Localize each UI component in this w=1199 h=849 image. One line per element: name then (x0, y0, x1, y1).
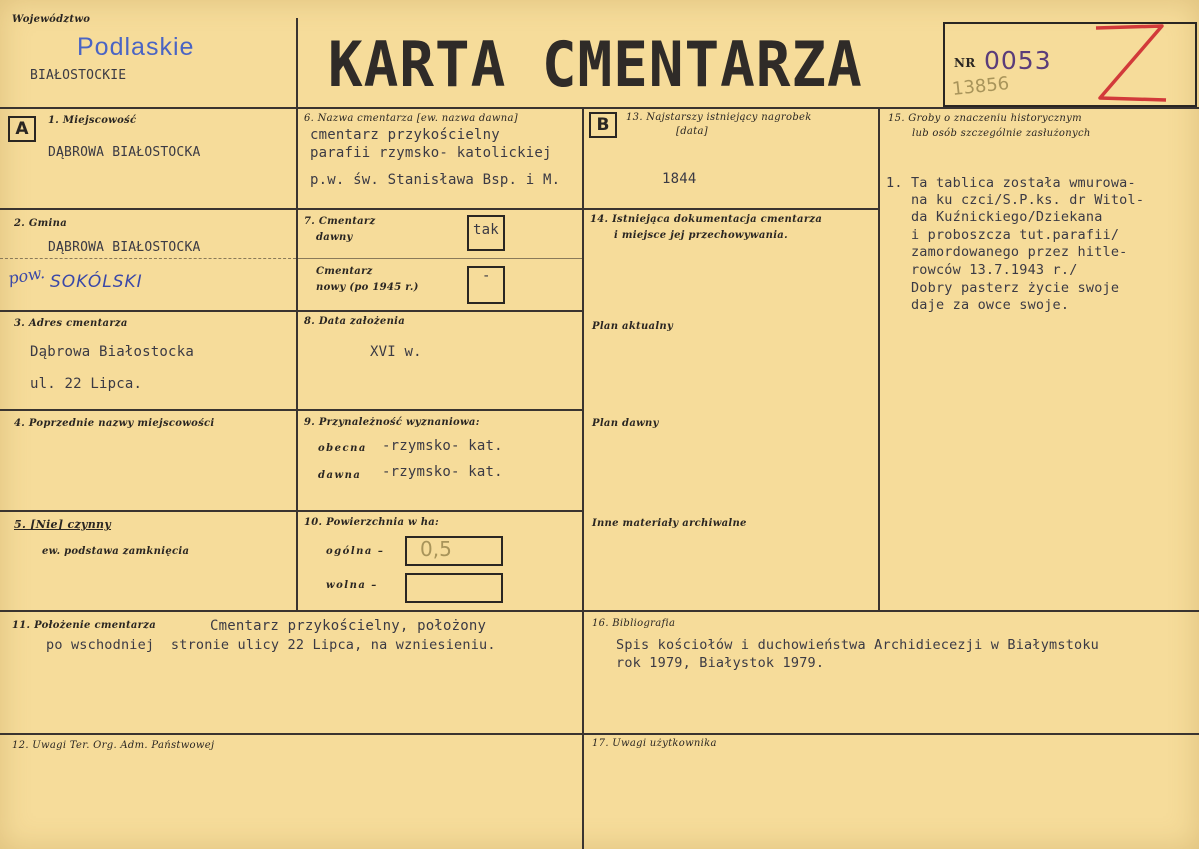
field-11-line1: Cmentarz przykościelny, położony (210, 618, 487, 634)
rule (0, 258, 296, 259)
field-5-sub: ew. podstawa zamknięcia (42, 546, 190, 557)
rule (0, 610, 1199, 612)
field-10-ogolna-label: ogólna – (326, 546, 385, 557)
field-6-line3: p.w. św. Stanisława Bsp. i M. (310, 172, 561, 188)
page-title: KARTA CMENTARZA (328, 28, 863, 101)
field-15-line: zamordowanego przez hitle- (886, 244, 1128, 260)
rule (0, 510, 583, 512)
field-7-nowy-b: nowy (po 1945 r.) (316, 282, 419, 293)
section-b-marker: B (589, 112, 617, 138)
wojewodztwo-label: Województwo (12, 14, 91, 25)
field-14-label: 14. Istniejąca dokumentacja cmentarza (590, 214, 823, 225)
field-15-line: Dobry pasterz życie swoje (886, 280, 1120, 296)
field-13-value: 1844 (662, 171, 697, 187)
field-1-label: 1. Miejscowość (48, 115, 137, 126)
field-7-nowy-value: - (482, 268, 491, 284)
rule (298, 258, 582, 259)
field-2-label: 2. Gmina (14, 218, 67, 229)
field-5-label: 5. [Nie] czynny (14, 518, 112, 531)
field-7-nowy-a: Cmentarz (316, 266, 373, 277)
field-16-label: 16. Bibliografia (592, 618, 676, 629)
field-13-label: 13. Najstarszy istniejący nagrobek (626, 112, 812, 123)
rule (0, 733, 1199, 735)
field-12-label: 12. Uwagi Ter. Org. Adm. Państwowej (12, 740, 215, 751)
rule (582, 107, 584, 849)
field-11-label: 11. Położenie cmentarza (12, 620, 156, 631)
field-3-line2: ul. 22 Lipca. (30, 376, 143, 392)
field-15-line: 1. Ta tablica została wmurowa- (886, 175, 1136, 191)
nr-value: 0053 (984, 46, 1052, 75)
field-10-ogolna-value: 0,5 (420, 537, 452, 561)
field-17-label: 17. Uwagi użytkownika (592, 738, 717, 749)
field-1-value: DĄBROWA BIAŁOSTOCKA (48, 145, 201, 160)
rule (0, 208, 879, 210)
region-typed: BIAŁOSTOCKIE (30, 68, 127, 83)
field-15-line: na ku czci/S.P.ks. dr Witol- (886, 192, 1145, 208)
field-7-dawny-value: tak (473, 222, 499, 238)
field-16-line1: Spis kościołów i duchowieństwa Archidiecezji w Białymstoku (616, 637, 1100, 653)
field-15-label: 15. Groby o znaczeniu historycznym (888, 113, 1082, 124)
rule (0, 409, 583, 411)
field-9-dawna-value: -rzymsko- kat. (382, 464, 503, 480)
section-a-marker: A (8, 116, 36, 142)
powiat-value: SOKÓLSKI (50, 272, 143, 292)
rule (296, 18, 298, 611)
field-15-sub: lub osób szczególnie zasłużonych (912, 128, 1091, 139)
powiat-prefix: pow. (6, 262, 47, 289)
rule (0, 310, 583, 312)
category-mark-z (1092, 22, 1168, 104)
region-stamp: Podlaskie (77, 33, 195, 61)
field-15-line: rowców 13.7.1943 r./ (886, 262, 1078, 278)
field-10-wolna-box (405, 573, 503, 603)
field-9-label: 9. Przynależność wyznaniowa: (304, 417, 480, 428)
field-10-label: 10. Powierzchnia w ha: (304, 517, 440, 528)
field-6-line2: parafii rzymsko- katolickiej (310, 145, 552, 161)
plan-aktualny-label: Plan aktualny (592, 321, 674, 332)
field-10-wolna-label: wolna – (326, 580, 378, 591)
field-9-dawna-label: dawna (318, 470, 362, 481)
field-4-label: 4. Poprzednie nazwy miejscowości (14, 418, 215, 429)
field-13-sub: [data] (676, 126, 708, 137)
field-6-label: 6. Nazwa cmentarza [ew. nazwa dawna] (304, 113, 518, 124)
field-3-label: 3. Adres cmentarza (14, 318, 128, 329)
plan-dawny-label: Plan dawny (592, 418, 659, 429)
field-7-dawny: dawny (316, 232, 353, 243)
nr-label: NR (954, 56, 976, 70)
inne-materialy-label: Inne materiały archiwalne (592, 518, 747, 529)
field-2-value: DĄBROWA BIAŁOSTOCKA (48, 240, 201, 255)
nr-secondary: 13856 (951, 73, 1011, 100)
field-9-obecna-value: -rzymsko- kat. (382, 438, 503, 454)
field-15-line: da Kuźnickiego/Dziekana (886, 209, 1103, 225)
rule (878, 107, 880, 611)
field-9-obecna-label: obecna (318, 443, 367, 454)
field-6-line1: cmentarz przykościelny (310, 127, 500, 143)
field-15-line: daje za owce swoje. (886, 297, 1070, 313)
field-16-line2: rok 1979, Białystok 1979. (616, 655, 825, 671)
field-11-line2: po wschodniej stronie ulicy 22 Lipca, na wzniesieniu. (46, 637, 496, 653)
field-8-value: XVI w. (370, 344, 422, 360)
field-14-sub: i miejsce jej przechowywania. (614, 230, 788, 241)
field-7-label: 7. Cmentarz (304, 216, 376, 227)
field-15-line: i proboszcza tut.parafii/ (886, 227, 1120, 243)
field-3-line1: Dąbrowa Białostocka (30, 344, 194, 360)
rule (0, 107, 1199, 109)
field-8-label: 8. Data założenia (304, 316, 406, 327)
